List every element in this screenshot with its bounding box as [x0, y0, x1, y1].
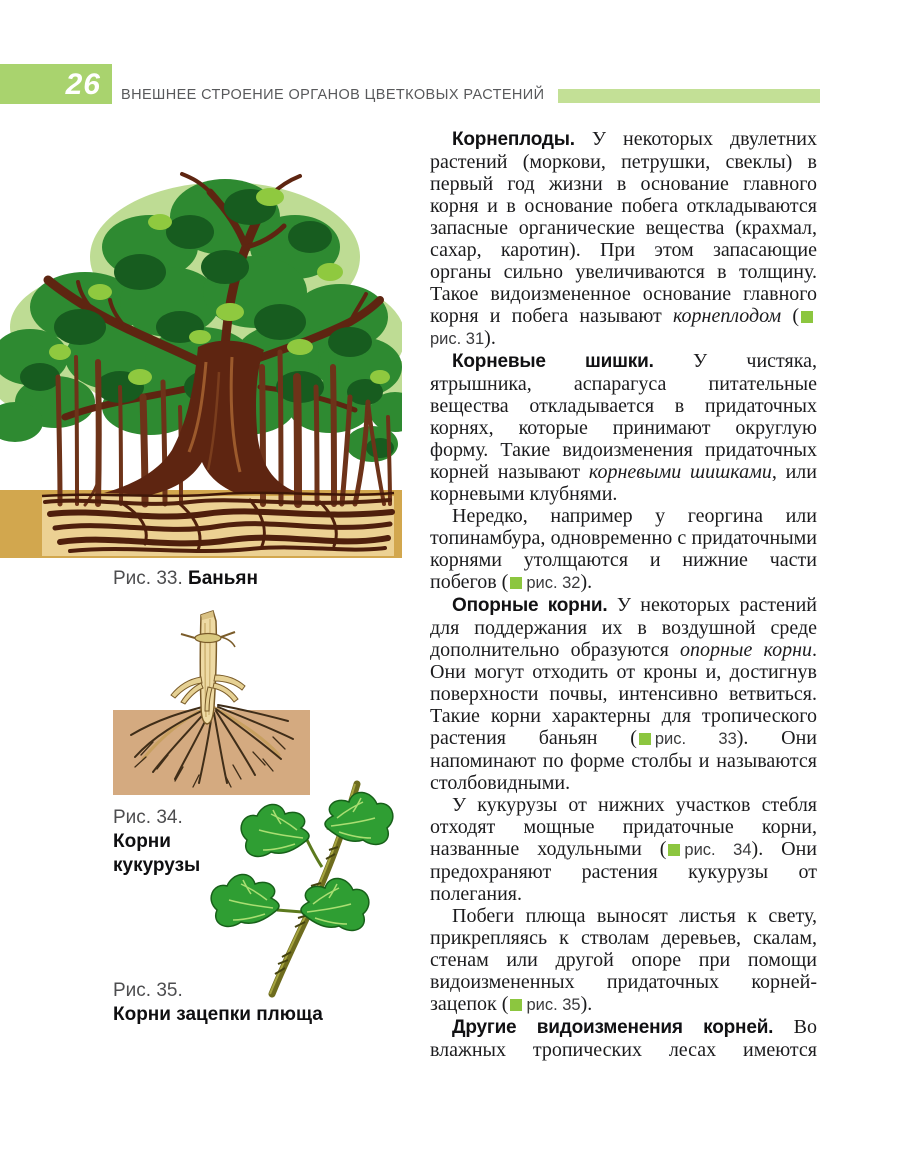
text-run: , или корневыми клубнями.	[430, 461, 817, 505]
text-run: корнеплодом	[672, 305, 782, 327]
text-run: (	[781, 305, 799, 327]
corn-prop-roots-illustration	[113, 607, 310, 795]
figure-ref-square-icon	[510, 999, 522, 1011]
text-run: ). Они предохраняют растения кукурузы от полегания.	[430, 838, 817, 905]
text-run: Побеги плюща выносят листья к свету, прикрепляясь к стволам деревьев, скалам, стенам или другой опоре при помощи видоизмененных придаточных корней-зацепок (	[430, 905, 817, 1015]
text-run: У некоторых двулетних растений (моркови, петрушки, свеклы) в первый год жизни в основание главного корня и в основание побега откладываются запасные органические вещества (крахмал, сахар, каротин). При этом запасающие органы сильно увеличиваются в толщину. Такое видоизмененное основание главного корня и побега называют	[430, 128, 818, 327]
figure-34-title-line2: кукурузы	[113, 855, 201, 876]
paragraph	[430, 1016, 817, 1061]
figure-reference: рис. 32	[526, 574, 581, 592]
figure-35-label: Рис. 35.	[113, 980, 183, 1001]
text-run: ).	[484, 327, 496, 349]
chapter-title: ВНЕШНЕЕ СТРОЕНИЕ ОРГАНОВ ЦВЕТКОВЫХ РАСТЕНИЙ	[121, 87, 545, 103]
figure-34-caption	[113, 806, 200, 878]
section-heading: Корнеплоды.	[452, 129, 592, 150]
text-run: ).	[580, 993, 593, 1015]
figure-ref-square-icon	[801, 311, 813, 323]
banyan-tree-illustration	[0, 152, 402, 558]
figure-34-label: Рис. 34.	[113, 807, 183, 828]
text-run: Во влажных тропических лесах имеются	[430, 1016, 817, 1061]
article-text	[430, 128, 817, 1061]
paragraph	[430, 794, 817, 905]
figure-34	[113, 607, 310, 795]
figure-reference: рис. 33	[654, 730, 737, 748]
text-run: ).	[580, 571, 593, 593]
text-run: У чистяка, ятрышника, аспарагуса питательные вещества откладывается в придаточных корнях, которые принимают округлую форму. Такие видоизменения придаточных корней называют	[430, 350, 817, 483]
figure-reference: рис. 31	[430, 330, 485, 348]
section-heading: Опорные корни.	[452, 595, 617, 616]
text-run: опорные корни	[680, 639, 813, 661]
figure-35-title: Корни зацепки плюща	[113, 1004, 323, 1025]
section-heading: Корневые шишки.	[452, 351, 693, 372]
figure-reference: рис. 34	[684, 841, 752, 859]
page-number-block	[0, 64, 112, 104]
figure-33	[0, 152, 402, 558]
figure-33-label: Рис. 33.	[113, 568, 183, 589]
figure-ref-square-icon	[510, 577, 522, 589]
figure-33-caption	[113, 567, 258, 591]
ivy-leaves	[211, 792, 393, 930]
paragraph	[430, 350, 817, 505]
paragraph	[430, 905, 817, 1016]
figure-33-title: Баньян	[188, 568, 258, 589]
paragraph	[430, 505, 817, 594]
figure-ref-square-icon	[668, 844, 680, 856]
figure-ref-square-icon	[639, 733, 651, 745]
figure-35-caption	[113, 979, 323, 1027]
text-run: У некоторых растений для поддержания их в воздушной среде дополнительно образуются	[430, 594, 817, 661]
page-number: 26	[65, 68, 101, 101]
section-heading: Другие видоизменения корней.	[452, 1017, 794, 1038]
text-run: У кукурузы от нижних участков стебля отходят мощные придаточные корни, названные ходульными (	[430, 794, 817, 860]
text-run: ). Они напоминают по форме столбы и называются столбовидными.	[430, 727, 817, 794]
ivy-climbing-roots-illustration	[205, 772, 410, 1004]
figure-35	[205, 772, 410, 1004]
figure-34-title-line1: Корни	[113, 831, 171, 852]
paragraph	[430, 128, 817, 350]
text-run: . Они могут отходить от кроны и, достигнув поверхности почвы, интенсивно ветвиться. Такие корни характерны для тропического растения баньян (	[430, 639, 818, 749]
paragraph	[430, 594, 817, 794]
text-run: Нередко, например у георгина или топинамбура, одновременно с придаточными корнями утолщаются и нижние части побегов (	[430, 505, 817, 593]
text-run: корневыми шишками	[588, 461, 772, 483]
header-accent-bar	[558, 89, 820, 103]
figure-reference: рис. 35	[526, 996, 581, 1014]
